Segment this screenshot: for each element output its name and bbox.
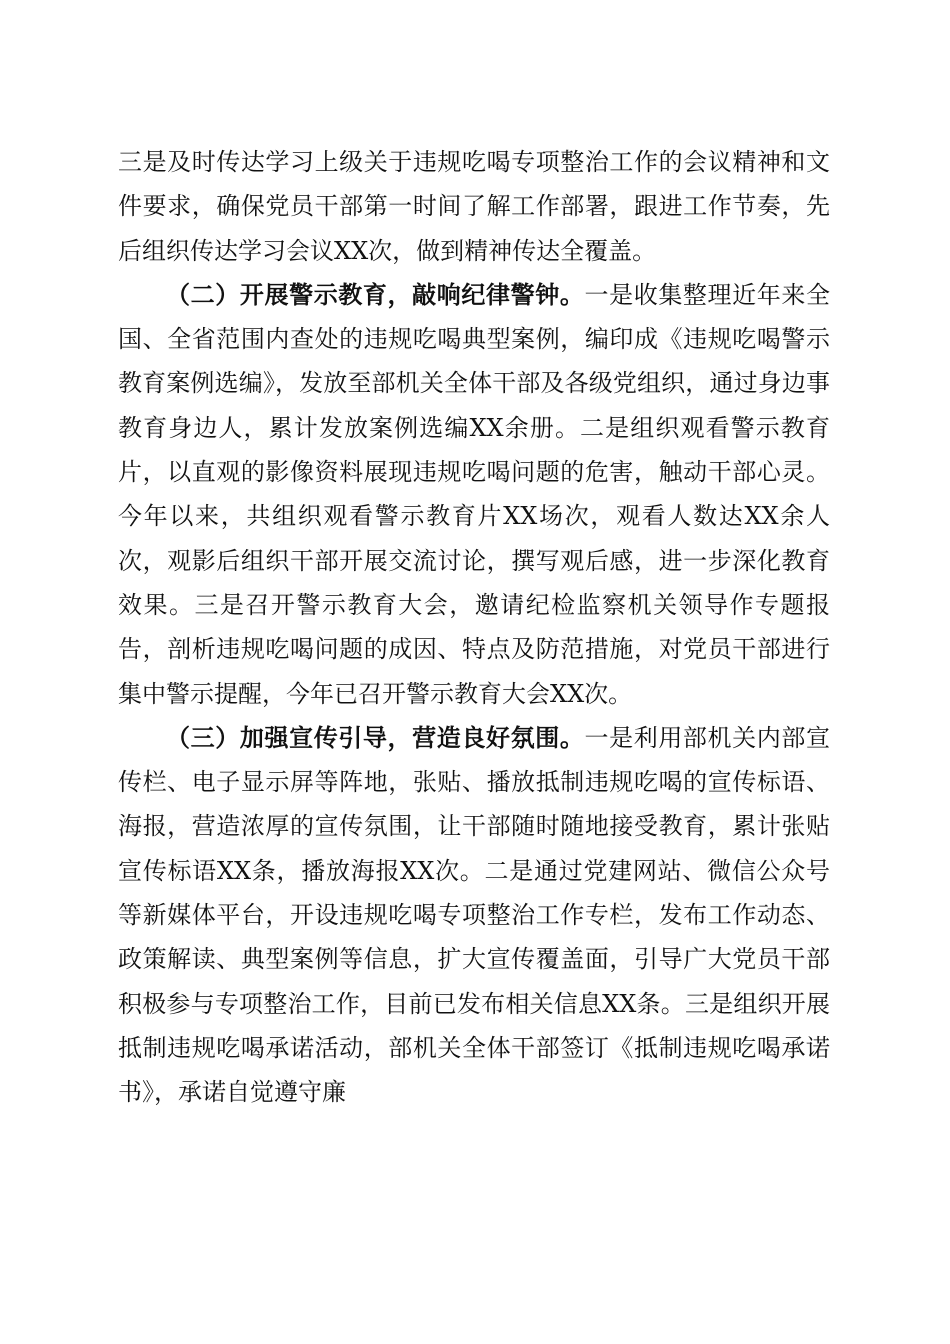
paragraph-text: 三是及时传达学习上级关于违规吃喝专项整治工作的会议精神和文件要求，确保党员干部第一时间了解工作部署，跟进工作节奏，先后组织传达学习会议XX次，做到精神传达全覆盖。 [118,148,830,265]
paragraph-continued [118,140,830,273]
paragraph-publicity-guidance [118,716,830,1115]
document-body [118,140,830,1115]
paragraph-warning-education [118,273,830,716]
section-heading-2: （二）开展警示教育，敲响纪律警钟。 [166,279,585,309]
section-heading-3: （三）加强宣传引导，营造良好氛围。 [166,722,585,752]
paragraph-text: 一是收集整理近年来全国、全省范围内查处的违规吃喝典型案例，编印成《违规吃喝警示教育案例选编》，发放至部机关全体干部及各级党组织，通过身边事教育身边人，累计发放案例选编XX余册。二是组织观看警示教育片，以直观的影像资料展现违规吃喝问题的危害，触动干部心灵。今年以来，共组织观看警示教育片XX场次，观看人数达XX余人次，观影后组织干部开展交流讨论，撰写观后感，进一步深化教育效果。三是召开警示教育大会，邀请纪检监察机关领导作专题报告，剖析违规吃喝问题的成因、特点及防范措施，对党员干部进行集中警示提醒，今年已召开警示教育大会XX次。 [118,280,831,708]
paragraph-text: 一是利用部机关内部宣传栏、电子显示屏等阵地，张贴、播放抵制违规吃喝的宣传标语、海报，营造浓厚的宣传氛围，让干部随时随地接受教育，累计张贴宣传标语XX条，播放海报XX次。二是通过党建网站、微信公众号等新媒体平台，开设违规吃喝专项整治工作专栏，发布工作动态、政策解读、典型案例等信息，扩大宣传覆盖面，引导广大党员干部积极参与专项整治工作，目前已发布相关信息XX条。三是组织开展抵制违规吃喝承诺活动，部机关全体干部签订《抵制违规吃喝承诺书》，承诺自觉遵守廉 [118,723,831,1107]
